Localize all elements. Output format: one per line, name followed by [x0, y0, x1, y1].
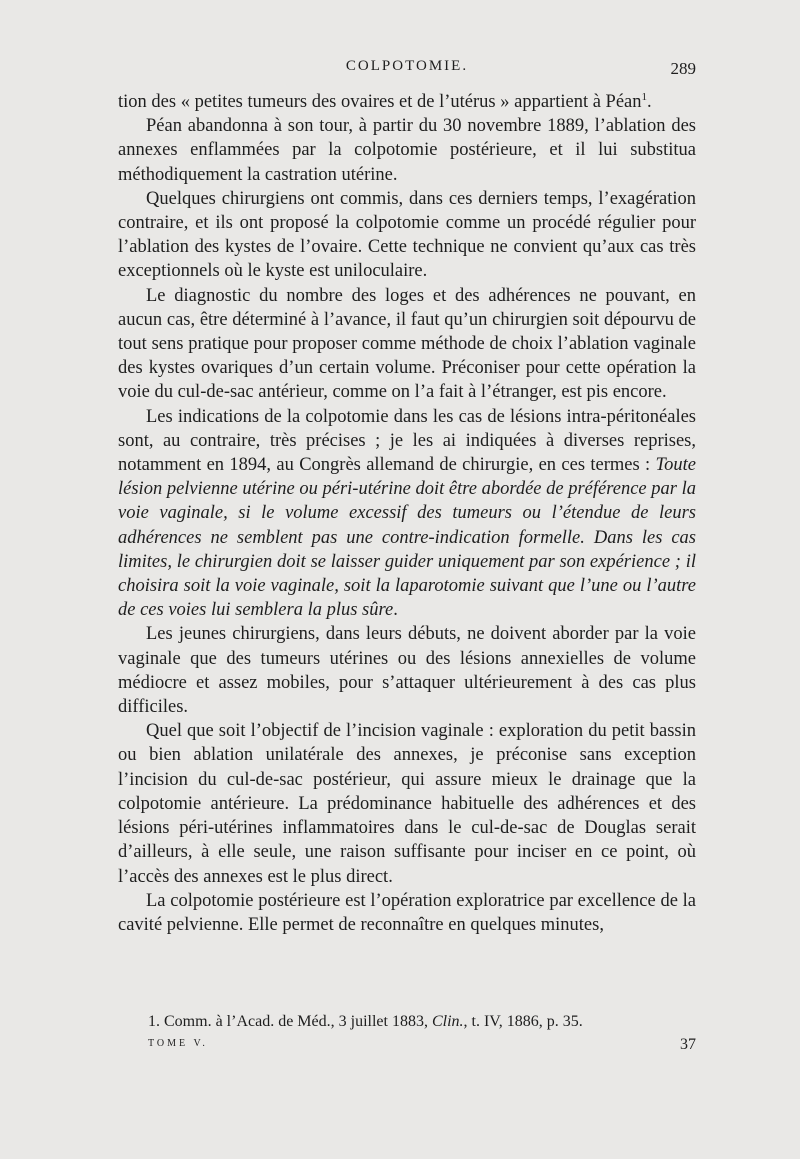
paragraph-8: La colpotomie postérieure est l’opération exploratrice par excellence de la cavité pelvienne. Elle permet de reconnaître en quelques minutes, — [118, 890, 696, 935]
paragraph-5-end: . — [393, 600, 398, 621]
footnote — [148, 1013, 696, 1031]
paragraph-1-end: . — [647, 92, 652, 112]
signature-mark: TOME V. — [148, 1038, 208, 1049]
footer — [148, 1036, 696, 1058]
running-title: COLPOTOMIE. — [345, 58, 469, 74]
paragraph-4: Le diagnostic du nombre des loges et des adhérences ne pouvant, en aucun cas, être déterminé à l’avance, il faut qu’un chirurgien soit dépourvu de tout sens pratique pour proposer comme méthode de choix l’ablation vaginale des kystes ovariques d’un certain volume. Préconiser pour cette opération la voie du cul-de-sac antérieur, comme on l’a fait à l’étranger, est pis encore. — [118, 285, 696, 403]
paragraph-5-quote: Toute lésion pelvienne utérine ou péri-utérine doit être abordée de préférence par la voie vaginale, si le volume excessif des tumeurs ou l’étendue de leurs adhérences ne semblent pas une contre-indication formelle. Dans les cas limites, le chirurgien doit se laisser guider uniquement par son expérience ; il choisira soit la voie vaginale, soit la laparotomie suivant que l’une ou l’autre de ces voies lui semblera la plus sûre — [118, 455, 696, 621]
paragraph-2: Péan abandonna à son tour, à partir du 30 novembre 1889, l’ablation des annexes enflammées par la colpotomie postérieure, et il lui substitua méthodiquement la castration utérine. — [118, 116, 696, 185]
sheet-number: 37 — [680, 1036, 696, 1053]
footnote-italic: Clin. — [431, 1013, 464, 1030]
page-number: 289 — [670, 59, 696, 78]
running-head — [118, 58, 696, 82]
paragraph-5 — [118, 405, 696, 623]
footnote-before: 1. Comm. à l’Acad. de Méd., 3 juillet 1883, — [148, 1013, 432, 1030]
footnote-after: , t. IV, 1886, p. 35. — [463, 1013, 583, 1030]
paragraph-1-text: tion des « petites tumeurs des ovaires et de l’utérus » appartient à Péan — [118, 92, 642, 112]
paragraph-1 — [118, 90, 696, 114]
body-text — [118, 90, 696, 937]
paragraph-7: Quel que soit l’objectif de l’incision vaginale : exploration du petit bassin ou bien ablation unilatérale des annexes, je préconise sans exception l’incision du cul-de-sac postérieur, qui assure mieux le drainage que la colpotomie antérieure. La prédominance habituelle des adhérences et des lésions péri-utérines inflammatoires dans le cul-de-sac de Douglas serait d’ailleurs, à elle seule, une raison suffisante pour inciser en ce point, où l’accès des annexes est le plus direct. — [118, 721, 696, 887]
paragraph-5-intro: Les indications de la colpotomie dans les cas de lésions intra-péritonéales sont, au contraire, très précises ; je les ai indiquées à diverses reprises, notamment en 1894, au Congrès allemand de chirurgie, en ces termes : — [118, 406, 696, 476]
paragraph-6: Les jeunes chirurgiens, dans leurs débuts, ne doivent aborder par la voie vaginale que des tumeurs utérines ou des lésions annexielles de volume médiocre et assez mobiles, pour s’attaquer ultérieurement à des cas plus difficiles. — [118, 624, 696, 718]
footnote-ref: 1 — [641, 90, 648, 103]
paragraph-3: Quelques chirurgiens ont commis, dans ces derniers temps, l’exagération contraire, et ils ont proposé la colpotomie comme un procédé régulier pour l’ablation des kystes de l’ovaire. Cette technique ne convient qu’aux cas très exceptionnels où le kyste est uniloculaire. — [118, 188, 696, 282]
